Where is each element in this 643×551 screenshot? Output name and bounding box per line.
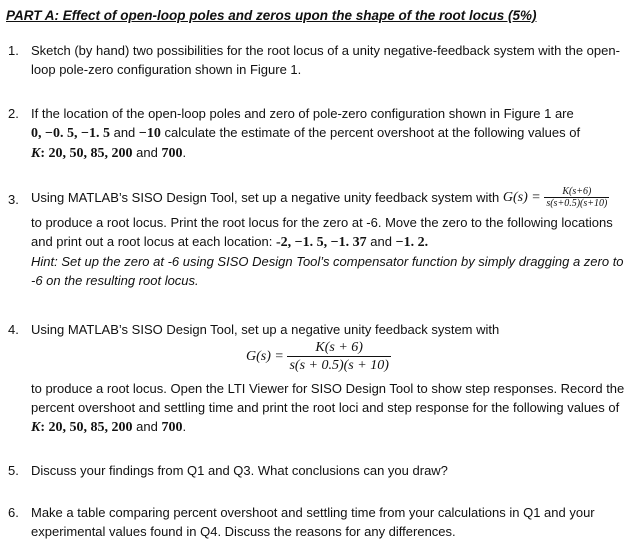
question-4	[8, 320, 634, 437]
question-6	[8, 503, 634, 541]
question-text-part: to produce a root locus. Print the root locus for the zero at -6. Move the zero to the following locations and print out a root locus at each location:	[31, 215, 613, 249]
transfer-function-lhs: G(s) =	[246, 349, 284, 364]
conjunction: and	[370, 234, 392, 249]
question-text	[31, 104, 634, 163]
question-number: 6.	[8, 505, 19, 520]
question-text	[31, 186, 634, 290]
question-text-part: If the location of the open-loop poles and zero of pole-zero configuration shown in Figure 1 are	[31, 106, 574, 121]
question-number: 3.	[8, 192, 19, 207]
question-text-part: Using MATLAB’s SISO Design Tool, set up a negative unity feedback system with	[31, 190, 500, 205]
zero-value: −10	[138, 126, 161, 141]
question-number: 5.	[8, 463, 19, 478]
question-3	[8, 186, 634, 290]
page-title: PART A: Effect of open-loop poles and zeros upon the shape of the root locus (5%)	[6, 8, 537, 23]
question-1	[8, 41, 634, 79]
transfer-function-numerator: K(s + 6)	[287, 339, 390, 357]
gain-values: : 20, 50, 85, 200	[40, 420, 133, 435]
gain-last-value: 700	[161, 420, 183, 435]
conjunction: and	[136, 419, 158, 434]
equation-line	[31, 339, 634, 379]
question-number: 2.	[8, 106, 19, 121]
zero-last-location: −1. 2.	[395, 235, 429, 250]
question-text-part: to produce a root locus. Open the LTI Viewer for SISO Design Tool to show step responses. Record the percent overshoot and settling time and print the root loci and step response for the following values of	[31, 381, 625, 415]
pole-values: 0, −0. 5, −1. 5	[31, 126, 110, 141]
period: .	[182, 145, 187, 160]
question-5	[8, 461, 634, 480]
question-text-part: Using MATLAB’s SISO Design Tool, set up a negative unity feedback system with	[31, 322, 500, 337]
transfer-function-numerator: K(s+6)	[544, 186, 609, 198]
transfer-function-lhs: G(s) =	[502, 190, 541, 205]
question-number: 1.	[8, 43, 19, 58]
gain-symbol: K	[31, 146, 41, 161]
zero-locations: -2, −1. 5, −1. 37	[276, 235, 367, 250]
gain-symbol: K	[31, 420, 41, 435]
transfer-function-denominator: s(s + 0.5)(s + 10)	[289, 358, 389, 373]
question-text: Discuss your findings from Q1 and Q3. What conclusions can you draw?	[31, 463, 448, 478]
gain-last-value: 700	[161, 146, 183, 161]
transfer-function-denominator: s(s+0.5)(s+10)	[546, 198, 608, 209]
question-text-part: calculate the estimate of the percent overshoot at the following values of	[164, 125, 581, 140]
question-text	[31, 320, 634, 437]
period: .	[182, 419, 187, 434]
question-number: 4.	[8, 322, 19, 337]
conjunction: and	[136, 145, 158, 160]
transfer-function	[287, 339, 390, 374]
question-text: Sketch (by hand) two possibilities for the root locus of a unity negative-feedback system with the open-loop pole-zero configuration shown in Figure 1.	[31, 43, 620, 77]
gain-values: : 20, 50, 85, 200	[40, 146, 133, 161]
conjunction: and	[113, 125, 136, 140]
question-2	[8, 104, 634, 163]
transfer-function	[544, 186, 609, 209]
hint-text: Hint: Set up the zero at -6 using SISO Design Tool’s compensator function by simply dragging a zero to -6 on the resulting root locus.	[31, 254, 624, 288]
question-text: Make a table comparing percent overshoot and settling time from your calculations in Q1 and your experimental values found in Q4. Discuss the reasons for any differences.	[31, 505, 595, 539]
